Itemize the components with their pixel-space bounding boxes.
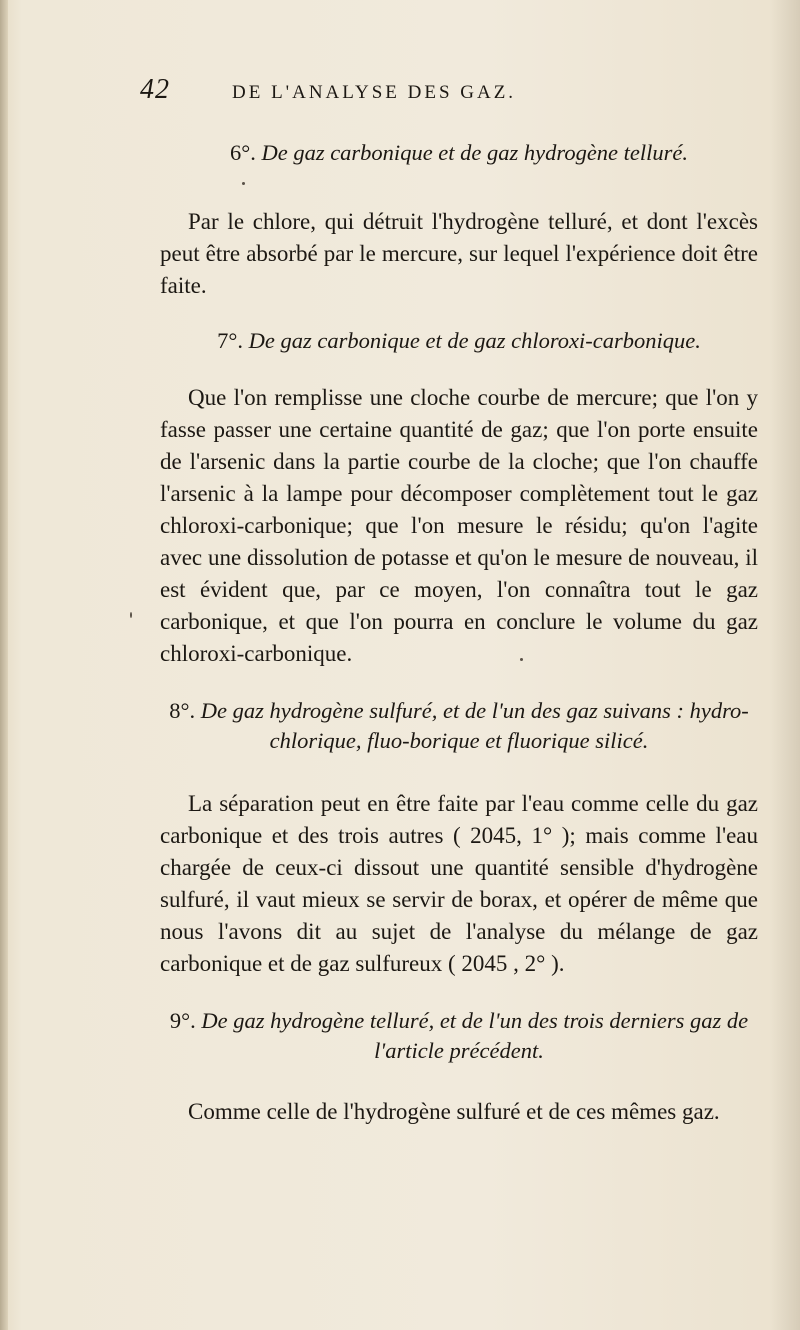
section-title: De gaz carbonique et de gaz hydrogène telluré. [261, 140, 689, 165]
section-heading-6 [160, 138, 758, 168]
section-paragraph-8: La séparation peut en être faite par l'eau comme celle du gaz carbonique et des trois autres ( 2045, 1° ); mais comme l'eau chargée de ceux-ci dissout une quantité sensible d'hydrogène sulfuré, il vaut mieux se servir de borax, et opérer de même que nous l'avons dit au sujet de l'analyse du mélange de gaz carbonique et de gaz sulfureux ( 2045 , 2° ). [160, 791, 758, 976]
page-number: 42 [140, 74, 170, 105]
section-title: De gaz carbonique et de gaz chloroxi-carbonique. [248, 328, 701, 353]
page-header [140, 72, 660, 112]
paper-speck [520, 658, 523, 661]
section-number: 9°. [169, 1008, 196, 1033]
paper-speck [242, 182, 245, 185]
page-binding-edge [0, 0, 8, 1330]
section-title: De gaz hydrogène sulfuré, et de l'un des gaz suivans : hydro-chlorique, fluo-borique et fluorique silicé. [200, 698, 749, 753]
paper-speck [130, 612, 132, 618]
page-edge-shadow [770, 0, 800, 1330]
section-number: 7°. [217, 328, 244, 353]
page-body [160, 138, 758, 1128]
section-heading-7 [160, 326, 758, 356]
section-number: 8°. [169, 698, 196, 723]
section-paragraph-9: Comme celle de l'hydrogène sulfuré et de ces mêmes gaz. [188, 1099, 720, 1124]
section-heading-8 [160, 696, 758, 756]
running-head: DE L'ANALYSE DES GAZ. [232, 82, 517, 103]
section-heading-9 [160, 1006, 758, 1066]
section-paragraph-7: Que l'on remplisse une cloche courbe de mercure; que l'on y fasse passer une certaine quantité de gaz; que l'on porte ensuite de l'arsenic dans la partie courbe de la cloche; que l'on chauffe l'arsenic à la lampe pour décomposer complètement tout le gaz chloroxi-carbonique; que l'on mesure le résidu; qu'on l'agite avec une dissolution de potasse et qu'on le mesure de nouveau, il est évident que, par ce moyen, l'on connaîtra tout le gaz carbonique, et que l'on pourra en conclure le volume du gaz chloroxi-carbonique. [160, 385, 758, 666]
section-title: De gaz hydrogène telluré, et de l'un des trois derniers gaz de l'article précédent. [201, 1008, 749, 1063]
section-number: 6°. [229, 140, 256, 165]
section-paragraph-6: Par le chlore, qui détruit l'hydrogène telluré, et dont l'excès peut être absorbé par le mercure, sur lequel l'expérience doit être faite. [160, 209, 758, 298]
